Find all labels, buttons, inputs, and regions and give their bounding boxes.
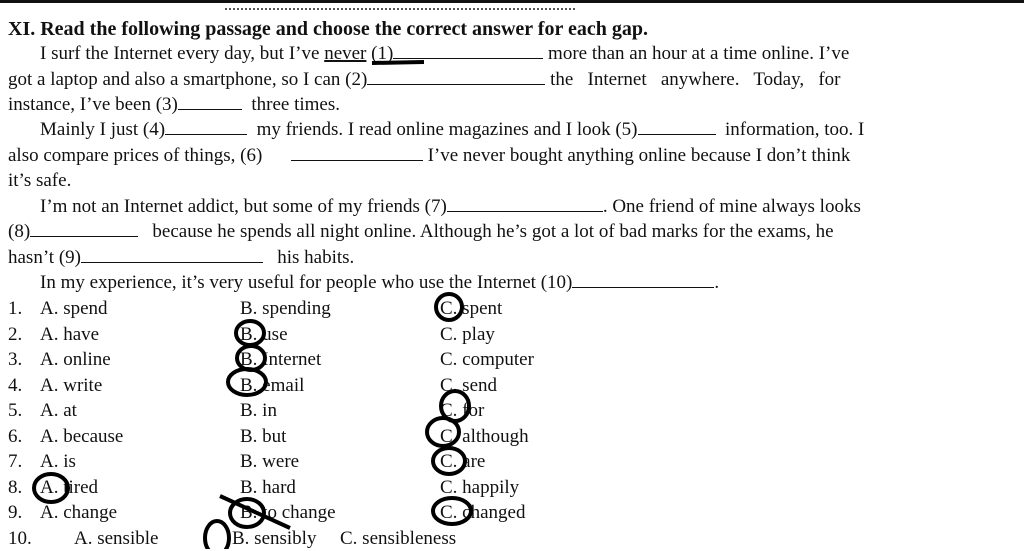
gap-3[interactable]	[178, 93, 242, 110]
option-b[interactable]: B. use	[240, 323, 288, 345]
passage-line-7: I’m not an Internet addict, but some of my friends (7) . One friend of mine always looks	[40, 196, 861, 217]
gap-2[interactable]	[367, 68, 545, 85]
option-c[interactable]: C. although	[440, 425, 529, 447]
option-c[interactable]: C. spent	[440, 298, 503, 319]
underlined-never: never	[324, 43, 367, 64]
option-c[interactable]: C. happily	[440, 476, 520, 498]
passage-line-4: Mainly I just (4) my friends. I read online magazines and I look (5) information, too. I	[40, 119, 865, 140]
option-b[interactable]: B. sensibly	[232, 527, 317, 549]
option-c[interactable]: C. sensibleness	[340, 527, 457, 549]
passage-line-9: hasn’t (9) his habits.	[8, 247, 355, 268]
option-number: 1.	[8, 298, 23, 319]
gap-10[interactable]	[572, 271, 714, 288]
passage-line-10: In my experience, it’s very useful for people who use the Internet (10) .	[40, 272, 720, 293]
option-a[interactable]: A. sensible	[74, 527, 159, 549]
option-a[interactable]: A. at	[40, 400, 77, 421]
gap-9[interactable]	[81, 246, 263, 263]
option-b[interactable]: B. were	[240, 451, 300, 472]
gap-4[interactable]	[165, 118, 247, 135]
option-number: 9.	[8, 502, 23, 523]
option-a[interactable]: A. tired	[40, 476, 99, 498]
gap-7[interactable]	[447, 195, 603, 212]
circle-mark	[205, 521, 229, 549]
option-b[interactable]: B. in	[240, 400, 277, 421]
option-a[interactable]: A. change	[40, 502, 118, 523]
option-b[interactable]: B. to change	[240, 502, 336, 523]
dotted-divider	[225, 8, 575, 10]
option-number: 5.	[8, 400, 23, 421]
option-number: 10.	[8, 527, 32, 549]
passage-line-3: instance, I’ve been (3) three times.	[8, 94, 340, 115]
option-number: 4.	[8, 374, 23, 396]
option-b[interactable]: B. Internet	[240, 349, 322, 370]
option-number: 7.	[8, 451, 23, 472]
option-a[interactable]: A. spend	[40, 298, 108, 319]
option-c[interactable]: C. computer	[440, 349, 534, 370]
option-b[interactable]: B. hard	[240, 476, 296, 498]
option-c[interactable]: C. play	[440, 323, 495, 345]
passage-line-2: got a laptop and also a smartphone, so I can (2) the Internet anywhere. Today, for	[8, 69, 841, 90]
option-b[interactable]: B. but	[240, 425, 287, 447]
option-number: 6.	[8, 425, 23, 447]
option-a[interactable]: A. because	[40, 425, 124, 447]
option-c[interactable]: C. for	[440, 400, 485, 421]
option-b[interactable]: B. spending	[240, 298, 331, 319]
exercise-title: XI. Read the following passage and choose the correct answer for each gap.	[8, 18, 648, 40]
option-number: 2.	[8, 323, 23, 345]
option-c[interactable]: C. changed	[440, 502, 526, 523]
top-border	[0, 0, 1024, 3]
passage-line-6: it’s safe.	[8, 170, 72, 191]
passage-line-8: (8) because he spends all night online. Although he’s got a lot of bad marks for the exams, he	[8, 221, 834, 242]
option-number: 8.	[8, 476, 23, 498]
option-c[interactable]: C. are	[440, 451, 486, 472]
gap-1[interactable]	[393, 42, 543, 59]
option-a[interactable]: A. is	[40, 451, 76, 472]
option-c[interactable]: C. send	[440, 374, 497, 396]
passage-line-5: also compare prices of things, (6) I’ve never bought anything online because I don’t think	[8, 145, 851, 166]
option-number: 3.	[8, 349, 23, 370]
passage-line-1: I surf the Internet every day, but I’ve never (1) more than an hour at a time online. I’ve	[40, 43, 850, 64]
option-b[interactable]: B. email	[240, 374, 305, 396]
gap-6[interactable]	[291, 144, 423, 161]
option-a[interactable]: A. online	[40, 349, 111, 370]
option-a[interactable]: A. have	[40, 323, 100, 345]
gap-5[interactable]	[638, 118, 716, 135]
gap-8[interactable]	[30, 220, 138, 237]
option-a[interactable]: A. write	[40, 374, 103, 396]
